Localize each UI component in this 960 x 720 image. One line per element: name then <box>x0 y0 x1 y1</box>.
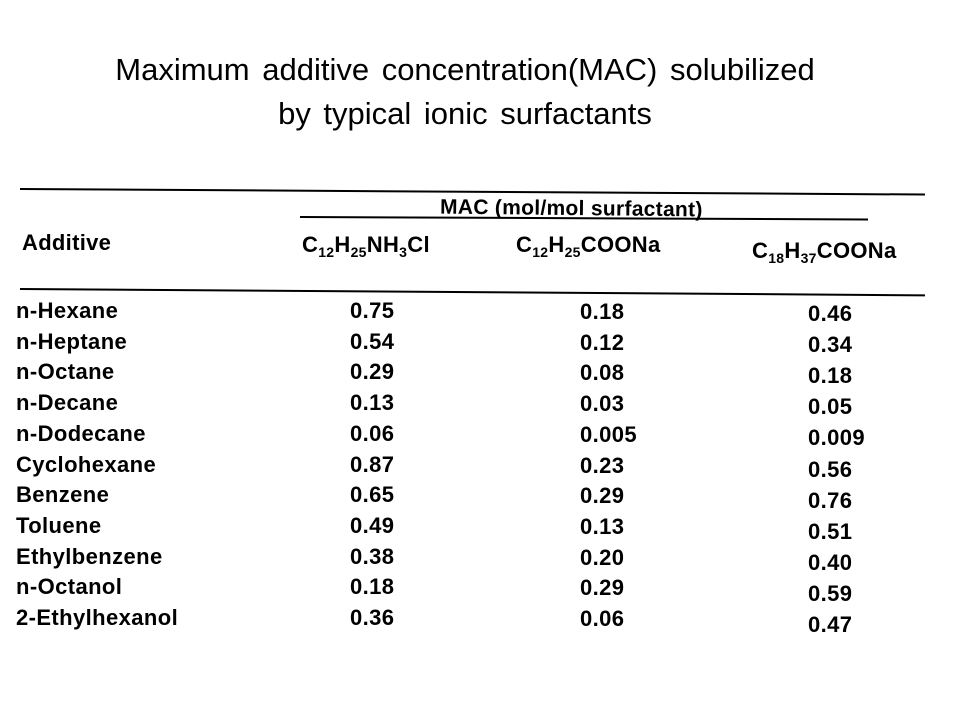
mac-c12h25coona-cell: 0.29 <box>580 575 625 601</box>
mac-c18h37coona-cell: 0.56 <box>808 456 853 482</box>
mac-c18h37coona-cell: 0.18 <box>808 363 853 389</box>
mac-c12h25nh3cl-cell: 0.29 <box>350 359 395 385</box>
mac-c12h25nh3cl-cell: 0.54 <box>350 328 395 354</box>
table-row <box>0 605 960 636</box>
column-header-c18h37coona: $C_{18}H_{37}COONa$ <box>752 238 897 266</box>
table-row <box>0 452 960 483</box>
mac-c12h25coona-cell: 0.29 <box>580 483 625 509</box>
mac-c18h37coona-cell: 0.40 <box>808 549 853 575</box>
column-header-c12h25coona: $C_{12}H_{25}COONa$ <box>516 232 661 260</box>
mac-c12h25nh3cl-cell: 0.65 <box>350 482 395 508</box>
mac-c12h25coona-cell: 0.08 <box>580 360 625 386</box>
additive-cell: Cyclohexane <box>16 451 157 477</box>
title-line-1: Maximum additive concentration(MAC) solubilized <box>115 52 815 87</box>
title-line-2: by typical ionic surfactants <box>278 96 652 131</box>
header-bottom-rule <box>20 288 925 296</box>
table-row <box>0 482 960 513</box>
mac-c12h25nh3cl-cell: 0.13 <box>350 390 395 416</box>
group-header-mac: MAC (mol/mol surfactant) <box>439 195 703 222</box>
mac-c12h25coona-cell: 0.18 <box>580 299 625 324</box>
column-header-additive: Additive <box>22 230 112 255</box>
mac-c12h25nh3cl-cell: 0.87 <box>350 451 395 477</box>
additive-cell: n-Heptane <box>16 328 128 354</box>
mac-c12h25coona-cell: 0.20 <box>580 544 625 570</box>
column-header-c12h25nh3cl: $C_{12}H_{25}NH_3Cl$ <box>302 232 430 260</box>
mac-c12h25nh3cl-cell: 0.38 <box>350 543 395 569</box>
table-row <box>0 298 960 329</box>
table-row <box>0 390 960 421</box>
table-row <box>0 574 960 605</box>
mac-c12h25nh3cl-cell: 0.18 <box>350 574 395 600</box>
additive-cell: Ethylbenzene <box>16 543 163 569</box>
additive-cell: n-Hexane <box>16 298 119 323</box>
additive-cell: Toluene <box>16 512 102 538</box>
mac-c12h25nh3cl-cell: 0.36 <box>350 605 395 630</box>
mac-c18h37coona-cell: 0.46 <box>808 301 853 326</box>
additive-cell: n-Dodecane <box>16 420 146 446</box>
additive-cell: 2-Ethylhexanol <box>16 605 179 630</box>
table-row <box>0 421 960 452</box>
table-top-rule <box>20 188 925 196</box>
table-row <box>0 329 960 360</box>
mac-c12h25coona-cell: 0.005 <box>580 421 638 447</box>
mac-c12h25coona-cell: 0.03 <box>580 391 625 417</box>
mac-c12h25nh3cl-cell: 0.49 <box>350 512 395 538</box>
mac-c12h25nh3cl-cell: 0.75 <box>350 298 395 323</box>
mac-c12h25coona-cell: 0.12 <box>580 329 625 355</box>
additive-cell: Benzene <box>16 482 110 508</box>
mac-c18h37coona-cell: 0.76 <box>808 487 853 513</box>
additive-cell: n-Octane <box>16 359 115 385</box>
table-row <box>0 359 960 390</box>
mac-c12h25coona-cell: 0.06 <box>580 606 625 631</box>
table-row <box>0 513 960 544</box>
mac-c12h25coona-cell: 0.23 <box>580 452 625 478</box>
mac-c18h37coona-cell: 0.51 <box>808 518 853 544</box>
mac-c18h37coona-cell: 0.47 <box>808 612 853 637</box>
mac-c12h25coona-cell: 0.13 <box>580 513 625 539</box>
additive-cell: n-Decane <box>16 390 119 416</box>
mac-c18h37coona-cell: 0.34 <box>808 332 853 358</box>
mac-c18h37coona-cell: 0.009 <box>808 425 866 451</box>
additive-cell: n-Octanol <box>16 574 123 600</box>
mac-c12h25nh3cl-cell: 0.06 <box>350 420 395 446</box>
mac-c18h37coona-cell: 0.05 <box>808 394 853 420</box>
table-row <box>0 544 960 575</box>
mac-c18h37coona-cell: 0.59 <box>808 580 853 606</box>
